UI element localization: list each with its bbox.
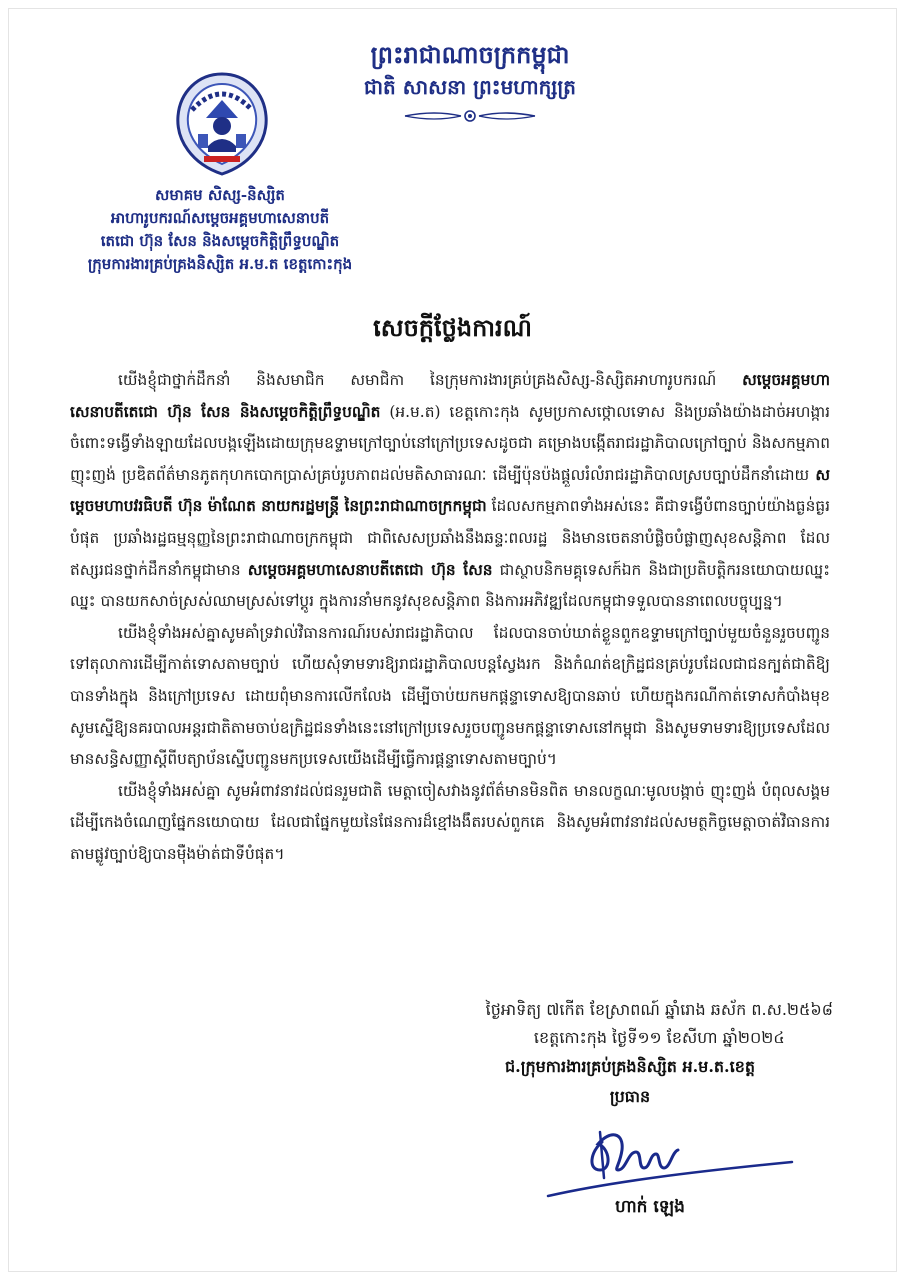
paragraph-1-text-a: យើងខ្ញុំជាថ្នាក់ដឹកនាំ និងសមាជិក សមាជិកា នៃក្រុមការងារគ្រប់គ្រងសិស្ស-និស្សិតអាហារូបករណ៍ xyxy=(118,371,743,389)
association-logo xyxy=(168,70,276,178)
document-title: សេចក្តីថ្លែងការណ៍ xyxy=(373,313,532,342)
signer-name: ហាក់ ឡេង xyxy=(615,1197,685,1217)
paragraph-1-text-b: (អ.ម.ត) ខេត្តកោះកុង សូមប្រកាសថ្កោលទោស និងប្រឆាំងយ៉ាងដាច់អហង្ការ ចំពោះទង្វើទាំងឡាយដែលបង្កឡើងដោយក្រុមឧទ្ទាមក្រៅច្បាប់នៅក្រៅប្រទេសដូចជា គម្រោងបង្កើតរាជរដ្ឋាភិបាលក្រៅច្បាប់ និងសកម្មភាពញុះញង់ ប្រឌិតព័ត៌មានភូតកុហកបោកប្រាស់គ្រប់រូបភាពដល់មតិសាធារណៈ ដើម្បីប៉ុនប៉ងផ្តួលរំលំរាជរដ្ឋាភិបាលស្របច្បាប់ដឹកនាំដោយ xyxy=(70,402,830,484)
national-motto: ជាតិ សាសនា ព្រះមហាក្សត្រ xyxy=(364,75,576,99)
solar-date: ខេត្តកោះកុង ថ្ងៃទី១១ ខែសីហា ឆ្នាំ២០២៤ xyxy=(533,1028,785,1047)
divider-ornament xyxy=(395,108,545,124)
paragraph-3: យើងខ្ញុំទាំងអស់គ្នា សូមអំពាវនាវដល់ជនរួមជាតិ មេត្តាចៀសវាងនូវព័ត៌មានមិនពិត មានលក្ខណៈមូលបង្កាច់ ញុះញង់ បំពុលសង្គម ដើម្បីកេងចំណេញផ្នែកនយោបាយ ដែលជាផ្នែកមួយនៃផែនការដ៏ខ្មៅងងឹតរបស់ពួកគេ និងសូមអំពាវនាវដល់សមត្ថកិច្ចមេត្តាចាត់វិធានការតាមផ្លូវច្បាប់ឱ្យបានម៉ឺងម៉ាត់ជាទីបំផុត។ xyxy=(70,781,830,863)
paragraph-1-text-c: ដែលសកម្មភាពទាំងអស់នេះ គឺជាទង្វើបំពានច្បាប់យ៉ាងធ្ងន់ធ្ងរបំផុត ប្រឆាំងរដ្ឋធម្មនុញ្ញនៃព្រះរាជាណាចក្រកម្ពុជា ជាពិសេសប្រឆាំងនឹងឆន្ទៈពលរដ្ឋ និងមានចេតនាបំផ្លិចបំផ្លាញសុខសន្តិភាព ដែលឥស្សរជនថ្នាក់ដឹកនាំកម្ពុជាមាន xyxy=(70,497,830,579)
kingdom-header xyxy=(320,38,620,124)
paragraph-1-bold-b: សម្តេចមហាបវរធិបតី ហ៊ុន ម៉ាណែត នាយករដ្ឋមន្ត្រី នៃព្រះរាជាណាចក្រកម្ពុជា xyxy=(70,465,830,516)
signer-position: ប្រធាន xyxy=(609,1087,651,1106)
handwritten-signature xyxy=(540,1112,800,1202)
paragraph-1-bold-c: សម្តេចអគ្គមហាសេនាបតីតេជោ ហ៊ុន សែន xyxy=(247,560,493,579)
paragraph-2: យើងខ្ញុំទាំងអស់គ្នាសូមគាំទ្រវាល់វិធានការណ៍របស់រាជរដ្ឋាភិបាល ដែលបានចាប់ឃាត់ខ្លួនពួកឧទ្ទាមក្រៅច្បាប់មួយចំនួនរួចបញ្ជូនទៅតុលាការដើម្បីកាត់ទោសតាមច្បាប់ ហើយសុំទាមទារឱ្យរាជរដ្ឋាភិបាលបន្តស្វែងរក និងកំណត់ឧក្រិដ្ឋជនគ្រប់រូបដែលជាជនក្បត់ជាតិឱ្យបានទាំងក្នុង និងក្រៅប្រទេស ដោយពុំមានការលើកលែង ដើម្បីចាប់យកមកផ្តន្ទាទោសឱ្យបានឆាប់ ហើយក្នុងករណីកាត់ទោសកំបាំងមុខ សូមស្នើឱ្យនគរបាលអន្តរជាតិតាមចាប់ឧក្រិដ្ឋជនទាំងនេះនៅក្រៅប្រទេសរួចបញ្ជូនមកផ្តន្ទាទោសនៅកម្ពុជា និងសូមទាមទារឱ្យប្រទេសដែលមានសន្ធិសញ្ញាស្តីពីបត្យាប័នស្នើបញ្ជូនមកប្រទេសយើងដើម្បីធ្វើការផ្តន្ទាទោសតាមច្បាប់។ xyxy=(70,623,830,769)
signer-block xyxy=(430,1052,830,1112)
lunar-date: ថ្ងៃអាទិត្យ ៧កើត ខែស្រាពណ៍ ឆ្នាំរោង ឆស័ក ព.ស.២៥៦៨ xyxy=(485,1000,833,1019)
paragraph-1-text-d: ជាស្ថាបនិកមគ្គុទេសក៍ឯក និងជាប្រតិបត្តិករនយោបាយឈ្នះ ឈ្នះ បានយកសាច់ស្រស់ឈាមស្រស់ទៅប្តូរ ក្នុងការនាំមកនូវសុខសន្តិភាព និងការអភិវឌ្ឍដែលកម្ពុជាទទួលបាននាពេលបច្ចុប្បន្ន។ xyxy=(70,560,830,611)
date-block xyxy=(486,996,833,1052)
organization-line-4: ក្រុមការងារគ្រប់គ្រងនិស្សិត អ.ម.ត ខេត្តកោះកុង xyxy=(87,255,353,273)
paragraph-1 xyxy=(70,365,830,618)
organization-line-1: សមាគម សិស្ស-និស្សិត xyxy=(155,186,285,204)
kingdom-name: ព្រះរាជាណាចក្រកម្ពុជា xyxy=(370,40,570,69)
organization-line-2: អាហារូបករណ៍សម្តេចអគ្គមហាសេនាបតី xyxy=(110,209,330,227)
paragraph-1-bold-a: សម្តេចអគ្គមហាសេនាបតីតេជោ ហ៊ុន សែន និងសម្តេចកិត្តិព្រឹទ្ធបណ្ឌិត xyxy=(70,371,830,421)
signer-on-behalf: ជ.ក្រុមការងារគ្រប់គ្រងនិស្សិត អ.ម.ត.ខេត្ត xyxy=(504,1057,756,1076)
organization-line-3: តេជោ ហ៊ុន សែន និងសម្តេចកិត្តិព្រឹទ្ធបណ្ឌិត xyxy=(100,232,340,250)
statement-body xyxy=(70,365,830,871)
organization-block xyxy=(40,184,400,276)
